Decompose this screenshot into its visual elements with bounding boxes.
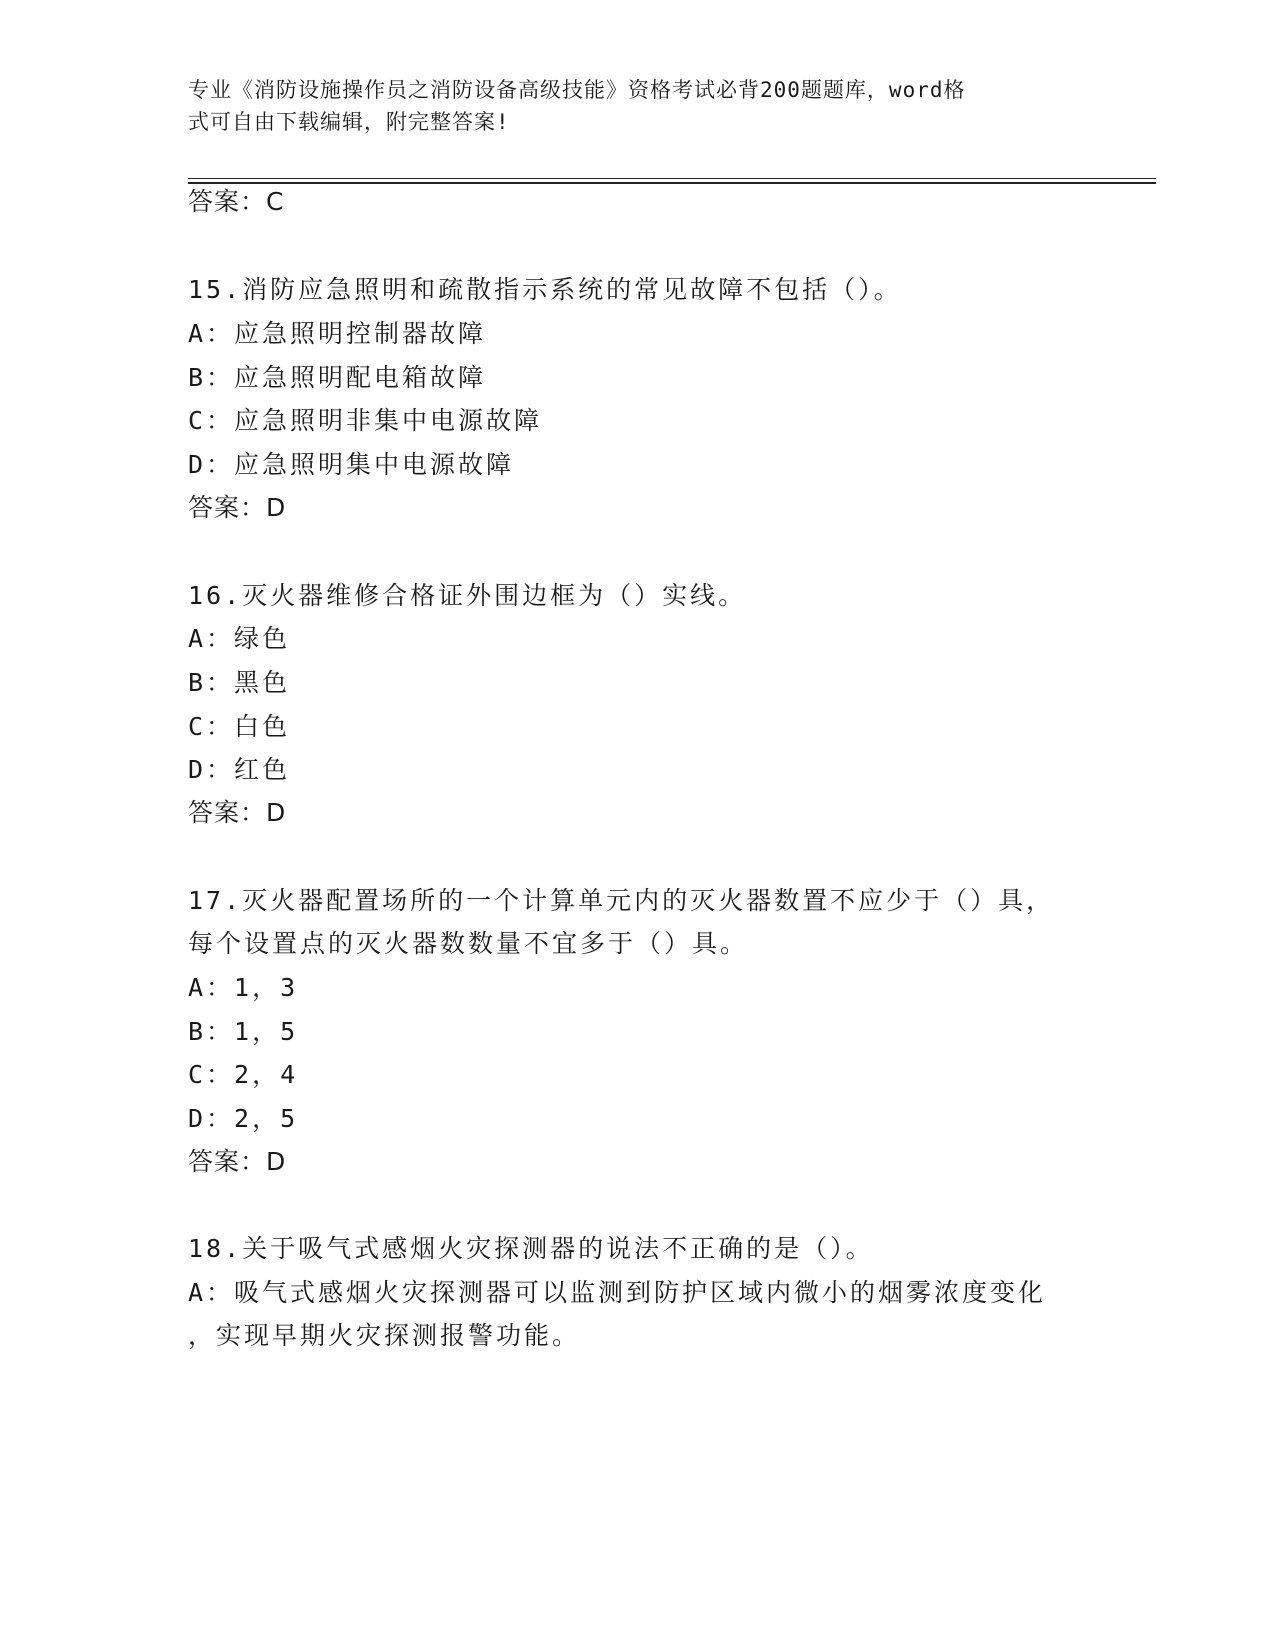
header-divider-thin [188,178,1156,179]
question-18-option-a-continued: ，实现早期火灾探测报警功能。 [188,1321,581,1350]
question-17-stem-line-2: 每个设置点的灭火器数数量不宜多于（）具。 [188,929,749,958]
question-15-option-c: C：应急照明非集中电源故障 [188,406,543,435]
header-divider-thick [188,182,1156,184]
header-line-1: 专业《消防设施操作员之消防设备高级技能》资格考试必背200题题库，word格 [188,78,966,102]
header-line-2: 式可自由下载编辑，附完整答案! [188,110,510,134]
question-17-option-b: B：1，5 [188,1017,299,1046]
question-15-option-a: A：应急照明控制器故障 [188,319,487,348]
question-16-option-d: D：红色 [188,755,291,784]
question-17-option-c: C：2，4 [188,1060,299,1089]
question-18-stem: 18.关于吸气式感烟火灾探测器的说法不正确的是（）。 [188,1234,874,1263]
question-16-option-c: C：白色 [188,712,291,741]
question-17-option-d: D：2，5 [188,1104,299,1133]
question-16-answer: 答案：D [188,798,287,827]
question-17-stem-line-1: 17.灭火器配置场所的一个计算单元内的灭火器数置不应少于（）具， [188,886,1055,915]
question-15-option-b: B：应急照明配电箱故障 [188,363,487,392]
answer-prev: 答案：C [188,187,285,216]
question-15-answer: 答案：D [188,493,287,522]
question-17-answer: 答案：D [188,1147,287,1176]
question-18-option-a: A：吸气式感烟火灾探测器可以监测到防护区域内微小的烟雾浓度变化 [188,1278,1047,1307]
question-16-option-b: B：黑色 [188,668,291,697]
question-16-stem: 16.灭火器维修合格证外围边框为（）实线。 [188,581,747,610]
question-15-option-d: D：应急照明集中电源故障 [188,450,515,479]
document-header [188,74,1088,138]
question-15-stem: 15.消防应急照明和疏散指示系统的常见故障不包括（）。 [188,275,902,304]
question-16-option-a: A：绿色 [188,624,291,653]
question-17-option-a: A：1，3 [188,973,299,1002]
